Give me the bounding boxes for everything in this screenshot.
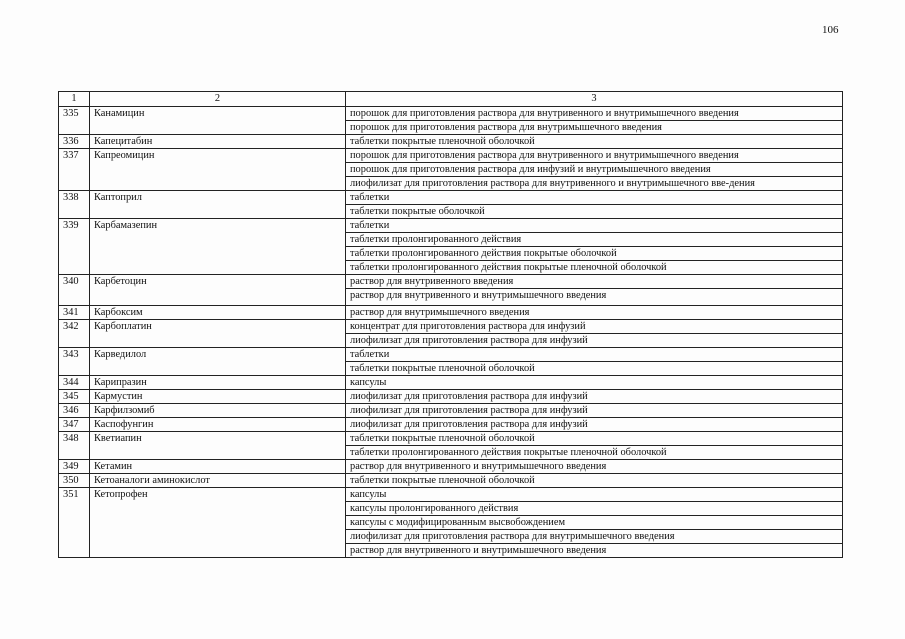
entry-number: 345	[59, 390, 90, 404]
table-row	[59, 488, 843, 502]
dosage-form: таблетки	[346, 348, 843, 362]
drug-name: Кармустин	[90, 390, 346, 404]
entry-number: 344	[59, 376, 90, 390]
drug-name: Карфилзомиб	[90, 404, 346, 418]
dosage-form: таблетки пролонгированного действия покрытые оболочкой	[346, 247, 843, 261]
entry-number: 349	[59, 460, 90, 474]
table-row	[59, 306, 843, 320]
dosage-form: таблетки покрытые пленочной оболочкой	[346, 432, 843, 446]
drug-name: Карипразин	[90, 376, 346, 390]
entry-number: 341	[59, 306, 90, 320]
dosage-form: концентрат для приготовления раствора для инфузий	[346, 320, 843, 334]
dosage-form: раствор для внутримышечного введения	[346, 306, 843, 320]
table-row	[59, 275, 843, 289]
entry-number: 346	[59, 404, 90, 418]
table-body	[59, 107, 843, 558]
dosage-form: капсулы	[346, 376, 843, 390]
entry-number: 351	[59, 488, 90, 558]
dosage-form: капсулы пролонгированного действия	[346, 502, 843, 516]
entry-number: 340	[59, 275, 90, 306]
dosage-form: таблетки покрытые оболочкой	[346, 205, 843, 219]
dosage-form: лиофилизат для приготовления раствора для инфузий	[346, 404, 843, 418]
dosage-form: таблетки	[346, 191, 843, 205]
table-row	[59, 460, 843, 474]
dosage-form: порошок для приготовления раствора для внутримышечного введения	[346, 121, 843, 135]
drug-name: Карбетоцин	[90, 275, 346, 306]
drug-name: Кетамин	[90, 460, 346, 474]
dosage-form: таблетки пролонгированного действия покрытые пленочной оболочкой	[346, 261, 843, 275]
drug-name: Капреомицин	[90, 149, 346, 191]
dosage-form: порошок для приготовления раствора для внутривенного и внутримышечного введения	[346, 149, 843, 163]
dosage-form: таблетки пролонгированного действия покрытые пленочной оболочкой	[346, 446, 843, 460]
dosage-form: раствор для внутривенного введения	[346, 275, 843, 289]
drug-table	[58, 91, 843, 558]
drug-name: Карбоксим	[90, 306, 346, 320]
table-row	[59, 348, 843, 362]
table-row	[59, 320, 843, 334]
dosage-form: таблетки покрытые пленочной оболочкой	[346, 362, 843, 376]
entry-number: 342	[59, 320, 90, 348]
dosage-form: лиофилизат для приготовления раствора для инфузий	[346, 334, 843, 348]
dosage-form: лиофилизат для приготовления раствора для инфузий	[346, 390, 843, 404]
dosage-form: лиофилизат для приготовления раствора для инфузий	[346, 418, 843, 432]
drug-name: Кветиапин	[90, 432, 346, 460]
table-row	[59, 376, 843, 390]
dosage-form: таблетки пролонгированного действия	[346, 233, 843, 247]
table-row	[59, 390, 843, 404]
drug-name: Кетопрофен	[90, 488, 346, 558]
dosage-form: раствор для внутривенного и внутримышечного введения	[346, 460, 843, 474]
drug-name: Карбоплатин	[90, 320, 346, 348]
drug-name: Каспофунгин	[90, 418, 346, 432]
entry-number: 350	[59, 474, 90, 488]
dosage-form: капсулы с модифицированным высвобождением	[346, 516, 843, 530]
page-number: 106	[822, 24, 839, 36]
drug-name: Канамицин	[90, 107, 346, 135]
drug-name: Карведилол	[90, 348, 346, 376]
dosage-form: таблетки покрытые пленочной оболочкой	[346, 474, 843, 488]
entry-number: 336	[59, 135, 90, 149]
entry-number: 343	[59, 348, 90, 376]
drug-name: Капецитабин	[90, 135, 346, 149]
entry-number: 337	[59, 149, 90, 191]
dosage-form: таблетки покрытые пленочной оболочкой	[346, 135, 843, 149]
drug-name: Каптоприл	[90, 191, 346, 219]
table-row	[59, 432, 843, 446]
entry-number: 338	[59, 191, 90, 219]
table-row	[59, 404, 843, 418]
entry-number: 348	[59, 432, 90, 460]
dosage-form: лиофилизат для приготовления раствора для внутримышечного введения	[346, 530, 843, 544]
table-row	[59, 107, 843, 121]
dosage-form: порошок для приготовления раствора для внутривенного и внутримышечного введения	[346, 107, 843, 121]
table-header-row	[59, 92, 843, 107]
entry-number: 335	[59, 107, 90, 135]
header-col-1: 1	[59, 92, 90, 107]
table-row	[59, 474, 843, 488]
dosage-form: лиофилизат для приготовления раствора для внутривенного и внутримышечного вве-дения	[346, 177, 843, 191]
table-row	[59, 135, 843, 149]
entry-number: 339	[59, 219, 90, 275]
header-col-3: 3	[346, 92, 843, 107]
dosage-form: раствор для внутривенного и внутримышечного введения	[346, 544, 843, 558]
dosage-form: капсулы	[346, 488, 843, 502]
drug-name: Карбамазепин	[90, 219, 346, 275]
dosage-form: таблетки	[346, 219, 843, 233]
dosage-form: порошок для приготовления раствора для инфузий и внутримышечного введения	[346, 163, 843, 177]
drug-name: Кетоаналоги аминокислот	[90, 474, 346, 488]
header-col-2: 2	[90, 92, 346, 107]
table-row	[59, 149, 843, 163]
table-row	[59, 191, 843, 205]
table-row	[59, 418, 843, 432]
table-row	[59, 219, 843, 233]
entry-number: 347	[59, 418, 90, 432]
dosage-form: раствор для внутривенного и внутримышечного введения	[346, 289, 843, 306]
